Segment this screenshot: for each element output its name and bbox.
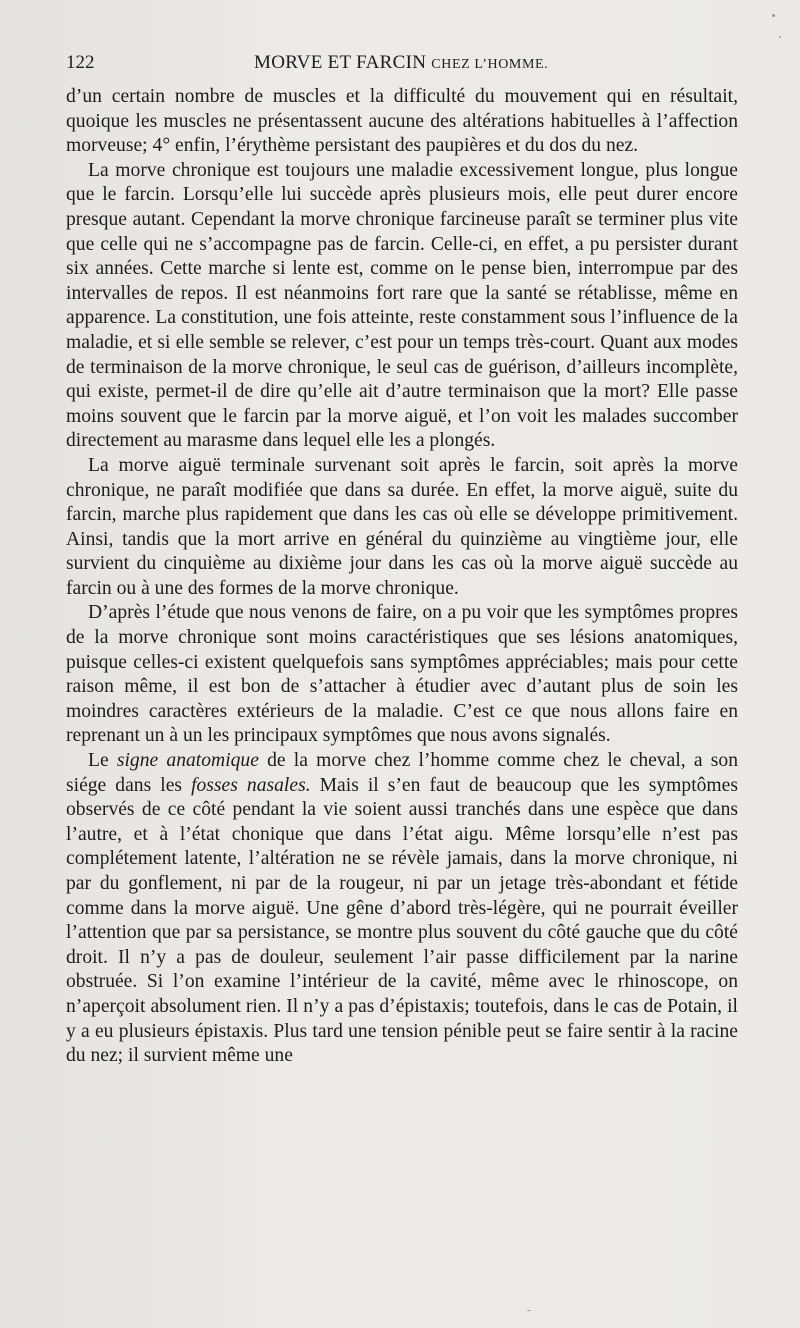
running-title-small: CHEZ L’HOMME. (431, 57, 549, 72)
paragraph-3: La morve aiguë terminale survenant soit après le farcin, soit après la morve chronique, ne paraît modifiée que dans sa durée. En effet, la morve aiguë, suite du farcin, marche plus rapidement que dans les cas où elle se développe primitivement. Ainsi, tandis que la mort arrive en général du quinzième au vingtième jour, elle survient du cinquième au dixième jour dans les cas où la morve aiguë succède au farcin ou à une des formes de la morve chronique. (66, 454, 738, 599)
paragraph-5-italic-1: signe anatomique (116, 750, 259, 772)
paper-speck (779, 36, 781, 38)
paragraph-5 (66, 749, 738, 1069)
paper-speck (772, 14, 775, 17)
paper-speck (527, 1310, 531, 1311)
page-body (66, 85, 738, 1069)
paragraph-2: La morve chronique est toujours une maladie excessivement longue, plus longue que le farcin. Lorsqu’elle lui succède après plusieurs mois, elle peut durer encore presque autant. Cependant la morve chronique farcineuse paraît se terminer plus vite que celle qui ne s’accompagne pas de farcin. Celle-ci, en effet, a pu persister durant six années. Cette marche si lente est, comme on le pense bien, interrompue par des intervalles de repos. Il est néanmoins fort rare que la santé se rétablisse, même en apparence. La constitution, une fois atteinte, reste constamment sous l’influence de la maladie, et si elle semble se relever, c’est pour un temps très-court. Quant aux modes de terminaison de la morve chronique, le seul cas de guérison, d’ailleurs incomplète, qui existe, permet-il de dire qu’elle ait d’autre terminaison que la mort? Elle passe moins souvent que le farcin par la morve aiguë, et l’on voit les malades succomber directement au marasme dans lequel elle les a plongés. (66, 159, 738, 452)
running-title (254, 52, 548, 74)
paragraph-5-pre: Le (88, 750, 117, 772)
paragraph-1: d’un certain nombre de muscles et la difficulté du mouvement qui en résultait, quoique les muscles ne présentassent aucune des altérations habituelles à l’affection morveuse; 4° enfin, l’érythème persistant des paupières et du dos du nez. (66, 86, 738, 157)
paragraph-5-post: Mais il s’en faut de beaucoup que les symptômes observés de ce côté pendant la vie soient aussi tranchés dans une espèce que dans l’autre, et à l’état chonique que dans l’état aigu. Même lorsqu’elle n’est pas complétement latente, l’altération ne se révèle jamais, dans la morve chronique, ni par du gonflement, ni par de la rougeur, ni par un jetage très-abondant et fétide comme dans la morve aiguë. Une gêne d’abord très-légère, qui ne pourrait éveiller l’attention que par sa persistance, se montre plus souvent du côté gauche que du côté droit. Il n’y a pas de douleur, seulement l’air passe difficilement par la narine obstruée. Si l’on examine l’intérieur de la cavité, même avec le rhinoscope, on n’aperçoit absolument rien. Il n’y a pas d’épistaxis; toutefois, dans le cas de Potain, il y a eu plusieurs épistaxis. Plus tard une tension pénible peut se faire sentir à la racine du nez; il survient même une (66, 774, 738, 1067)
paragraph-5-italic-2: fosses nasales. (191, 774, 311, 796)
page-header (66, 52, 738, 76)
page-number: 122 (66, 52, 95, 73)
running-title-main: MORVE ET FARCIN (254, 52, 427, 73)
paragraph-5-mid: de la morve chez l’homme comme chez le cheval, a son siége dans les (66, 750, 738, 796)
paragraph-4: D’après l’étude que nous venons de faire, on a pu voir que les symptômes propres de la morve chronique sont moins caractéristiques que ses lésions anatomiques, puisque celles-ci existent quelquefois sans symptômes appréciables; mais pour cette raison même, il est bon de s’attacher à étudier avec d’autant plus de soin les moindres caractères extérieurs de la maladie. C’est ce que nous allons faire en reprenant un à un les principaux symptômes que nous avons signalés. (66, 602, 738, 747)
